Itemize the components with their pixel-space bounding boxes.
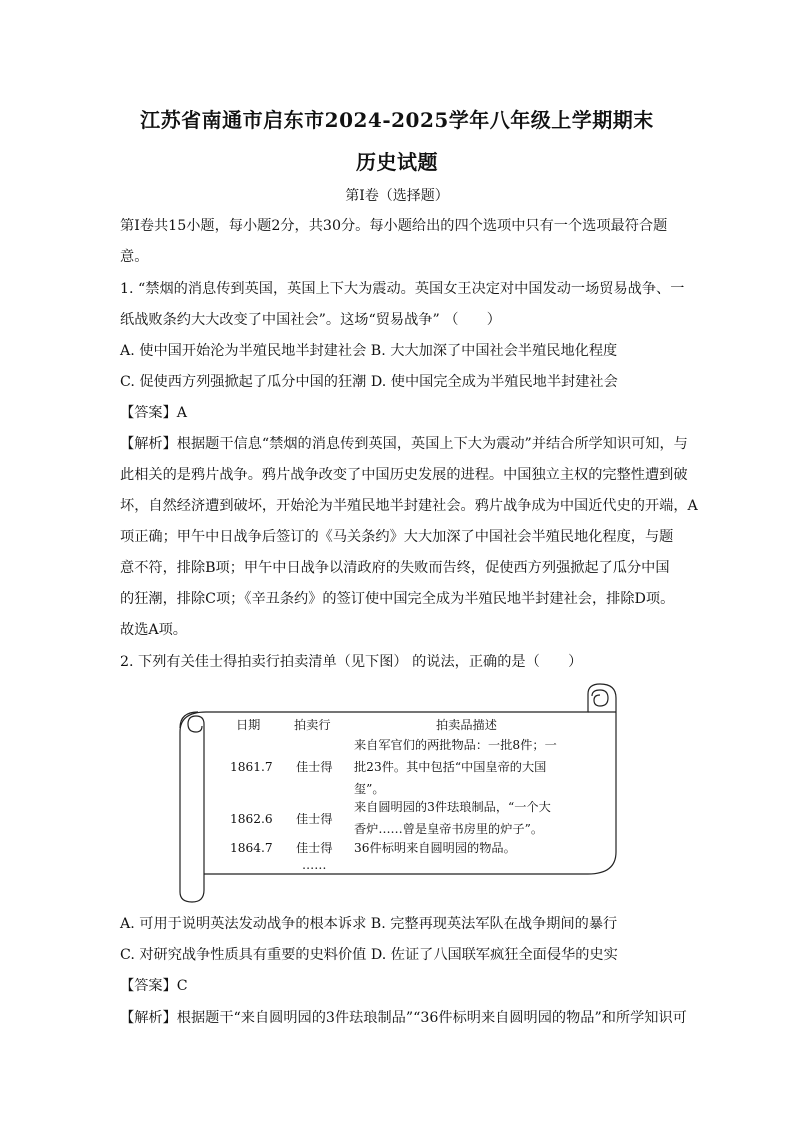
table-row-desc-line: 香炉……曾是皇帝书房里的炉子”。 — [354, 822, 544, 836]
auction-list-scroll-figure — [176, 682, 618, 904]
q1-options-ab: A. 使中国开始沦为半殖民地半封建社会 B. 大大加深了中国社会半殖民地化程度 — [120, 343, 618, 359]
table-header-auction-house: 拍卖行 — [294, 718, 331, 732]
q1-analysis-line: 【解析】根据题干信息“禁烟的消息传到英国，英国上下大为震动”并结合所学知识可知，与 — [120, 436, 688, 452]
q2-answer: 【答案】C — [120, 978, 188, 994]
table-row-desc-line: 36件标明来自圆明园的物品。 — [354, 841, 516, 855]
q1-answer: 【答案】A — [120, 405, 187, 421]
q1-analysis-line: 此相关的是鸦片战争。鸦片战争改变了中国历史发展的进程。中国独立主权的完整性遭到破 — [120, 467, 688, 483]
q1-analysis-line: 故选A项。 — [120, 622, 187, 638]
table-row-house: 佳士得 — [296, 760, 333, 774]
table-header-description: 拍卖品描述 — [436, 718, 497, 732]
q2-options-ab: A. 可用于说明英法发动战争的根本诉求 B. 完整再现英法军队在战争期间的暴行 — [120, 916, 618, 932]
section-heading: 第Ⅰ卷（选择题） — [345, 188, 449, 204]
table-row-date: 1864.7 — [230, 841, 273, 855]
table-row-date: 1862.6 — [230, 812, 273, 826]
q2-options-cd: C. 对研究战争性质具有重要的史料价值 D. 佐证了八国联军疯狂全面侵华的史实 — [120, 947, 618, 963]
q1-options-cd: C. 促使西方列强掀起了瓜分中国的狂潮 D. 使中国完全成为半殖民地半封建社会 — [120, 374, 618, 390]
table-row-house: 佳士得 — [296, 812, 333, 826]
exam-title-line1: 江苏省南通市启东市2024-2025学年八年级上学期期末 — [140, 108, 654, 132]
q1-analysis-line: 坏，自然经济遭到破坏，开始沦为半殖民地半封建社会。鸦片战争成为中国近代史的开端，A — [120, 498, 698, 514]
exam-title-line2: 历史试题 — [356, 150, 438, 174]
q1-analysis-line: 意不符，排除B项；甲午中日战争以清政府的失败而告终，促使西方列强掀起了瓜分中国 — [120, 560, 670, 576]
q2-analysis-line: 【解析】根据题干“来自圆明园的3件珐琅制品”“36件标明来自圆明园的物品”和所学知识可 — [120, 1010, 687, 1026]
table-row-desc-line: 来自圆明园的3件珐琅制品，“一个大 — [354, 800, 551, 814]
q1-analysis-line: 项正确；甲午中日战争后签订的《马关条约》大大加深了中国社会半殖民地化程度，与题 — [120, 529, 674, 545]
q1-stem-line-2: 纸战败条约大大改变了中国社会”。这场“贸易战争” （ ） — [120, 312, 501, 328]
table-row-desc-line: 玺”。 — [354, 782, 385, 796]
table-row-desc-line: 来自军官们的两批物品：一批8件；一 — [354, 738, 557, 752]
q1-stem-line-1: 1. “禁烟的消息传到英国，英国上下大为震动。英国女王决定对中国发动一场贸易战争、一 — [120, 281, 685, 297]
intro-line-1: 第Ⅰ卷共15小题，每小题2分，共30分。每小题给出的四个选项中只有一个选项最符合题 — [120, 218, 668, 234]
table-row-date: 1861.7 — [230, 760, 273, 774]
table-ellipsis: …… — [302, 858, 327, 872]
q1-analysis-line: 的狂潮，排除C项；《辛丑条约》的签订使中国完全成为半殖民地半封建社会，排除D项。 — [120, 591, 675, 607]
table-row-house: 佳士得 — [296, 841, 333, 855]
table-header-date: 日期 — [236, 718, 261, 732]
table-row-desc-line: 批23件。其中包括“中国皇帝的大国 — [354, 760, 547, 774]
q2-stem: 2. 下列有关佳士得拍卖行拍卖清单（见下图） 的说法，正确的是（ ） — [120, 654, 583, 670]
intro-line-2: 意。 — [120, 249, 149, 265]
